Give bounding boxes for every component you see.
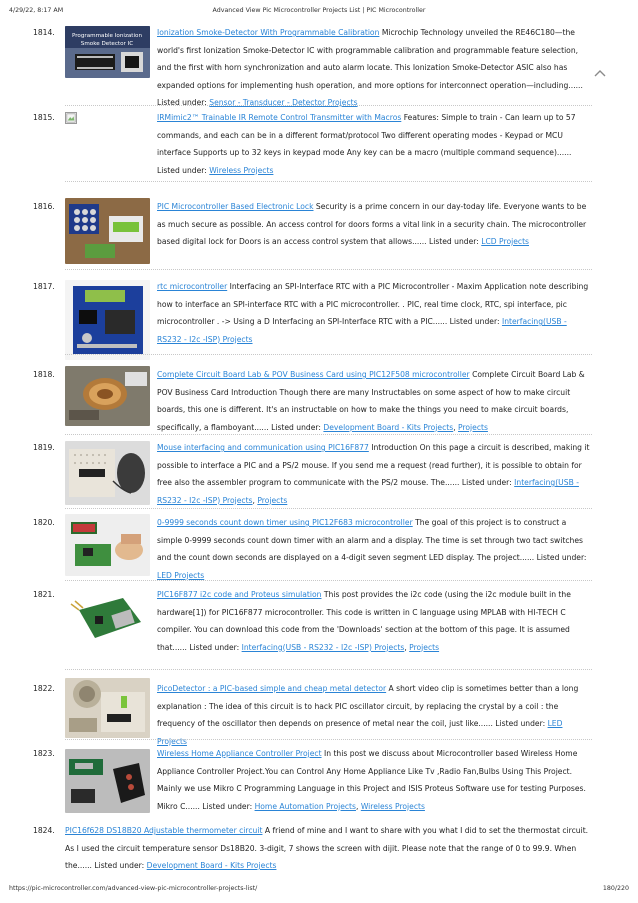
- project-description: Introduction On this page a circuit is described, making it possible to interface a PIC and a PS/2 mouse. If you send me a request (read further), it is possible to obtain for free also the assembler program to communicate with the PS/2 mouse. The......: [157, 443, 590, 487]
- project-description: In this post we discuss about Microcontroller based Wireless Home Appliance Controller Project.You can Control Any Home Appliance Like Tv ,Radio Fan,Bulbs Using This Project. Mainly we use Mikro C Programming Language in this Project and ISIS Proteus Software use for testing Purposes. Mikro C......: [157, 749, 586, 811]
- print-datetime: 4/29/22, 8:17 AM: [9, 7, 64, 14]
- project-thumbnail[interactable]: [65, 678, 150, 738]
- project-title-link[interactable]: Complete Circuit Board Lab & POV Business Card using PIC12F508 microcontroller: [157, 370, 470, 379]
- entry-number: 1815.: [33, 113, 55, 122]
- print-page-count: 180/220: [602, 885, 629, 892]
- entry-number: 1820.: [33, 518, 55, 527]
- project-description: Complete Circuit Board Lab & POV Business Card Introduction Though there are many Instructables on some aspect of how to make circuit boards, this one is different. It's an instructable on how to make the things you need to make circuit boards, specifically, a flamboyant......: [157, 370, 585, 432]
- entry-number: 1819.: [33, 443, 55, 452]
- project-title-link[interactable]: Wireless Home Appliance Controller Project: [157, 749, 322, 758]
- thumb-caption-1: Programmable Ionization: [71, 33, 143, 39]
- entry-text: [157, 278, 592, 348]
- project-title-link[interactable]: 0-9999 seconds count down timer using PIC12F683 microcontroller: [157, 518, 413, 527]
- entry-text: Mouse interfacing and communication using PIC16F877 Introduction On this page a circuit is described, making it possible to interface a PIC and a PS/2 mouse. If you send me a request (read further), it is possible to obtain for free also the assembler program to communicate with the PS/2 mouse. The...... Listed under: Interfacing(USB - RS232 - I2c -ISP) Projects, Projects: [157, 443, 590, 505]
- project-thumbnail[interactable]: [65, 26, 150, 78]
- entry-number: 1818.: [33, 370, 55, 379]
- project-description: A friend of mine and I want to share with you what I did to set the thermostat circuit. As I used the circuit temperature sensor Ds18B20. 3-digit, 7 shows the screen with dijit. Please note that the range of 0 to 99.9. When the......: [65, 826, 589, 870]
- project-title-link[interactable]: PIC Microcontroller Based Electronic Lock: [157, 202, 314, 211]
- category-link[interactable]: Development Board - Kits Projects: [146, 861, 277, 870]
- listed-under-label: Listed under:: [449, 317, 500, 326]
- category-link[interactable]: LED Projects: [157, 719, 563, 746]
- category-link[interactable]: Interfacing(USB - RS232 - I2c -ISP) Projects: [157, 317, 567, 344]
- project-thumbnail[interactable]: [65, 514, 150, 576]
- category-link[interactable]: LED Projects: [157, 570, 205, 580]
- entry-text: Wireless Home Appliance Controller Project In this post we discuss about Microcontroller based Wireless Home Appliance Controller Project.You can Control Any Home Appliance Like Tv ,Radio Fan,Bulbs Using This Project. Mainly we use Mikro C Programming Language in this Project and ISIS Proteus Software use for testing Purposes. Mikro C...... Listed under: Home Automation Projects, Wireless Projects: [157, 749, 586, 811]
- entry-divider: [65, 105, 592, 106]
- entry-text: PIC16F877 i2c code and Proteus simulation This post provides the i2c code (using the i2c module built in the hardware[1]) for PIC16F877 microcontroller. This code is written in C language using MPLAB with HI-TECH C compiler. You can download this code from the 'Downloads' section at the bottom of this page. It is assumed that...... Listed under: Interfacing(USB - RS232 - I2c -ISP) Projects, Projects: [157, 590, 571, 652]
- project-description: Security is a prime concern in our day-today life. Everyone wants to be as much secure as possible. An access control for doors forms a vital link in a security chain. The microcontroller based digital lock for Doors is an access control system that allows......: [157, 202, 587, 246]
- print-page-title: Advanced View Pic Microcontroller Projects List | PIC Microcontroller: [212, 7, 426, 14]
- project-description: The goal of this project is to construct a simple 0-9999 seconds count down timer with an alarm and a display. The time is set through two tact switches and the count down seconds are displayed on a 4-digit seven segment LED display. The project......: [157, 518, 583, 562]
- project-description: Features: Simple to train - Can learn up to 57 commands, and each can be in a different format/protocol Two different operating modes - Keypad or MCU interface Supports up to 32 keys in keypad mode Any key can be a macro (multiple command sequence)......: [157, 113, 576, 157]
- entry-text: [157, 109, 592, 179]
- listed-under-label: Listed under:: [461, 478, 512, 487]
- entry-divider: [65, 181, 592, 182]
- project-title-link[interactable]: PIC16F877 i2c code and Proteus simulation: [157, 590, 322, 599]
- entry-text: [157, 198, 592, 251]
- entry-text: [65, 822, 592, 875]
- project-title-link[interactable]: PIC16f628 DS18B20 Adjustable thermometer circuit: [65, 826, 263, 835]
- entry-number: 1817.: [33, 282, 55, 291]
- category-link[interactable]: Projects: [257, 495, 288, 505]
- listed-under-label: Listed under:: [495, 719, 546, 728]
- entry-text: [157, 24, 592, 112]
- project-title-link[interactable]: Ionization Smoke-Detector With Programmable Calibration: [157, 28, 380, 37]
- entry-text: [157, 514, 592, 584]
- listed-under-label: Listed under:: [94, 861, 145, 870]
- entry-number: 1822.: [33, 684, 55, 693]
- category-link[interactable]: Wireless Projects: [360, 801, 425, 811]
- listed-under-label: Listed under:: [157, 98, 207, 107]
- project-thumbnail[interactable]: [65, 366, 150, 426]
- print-header: [0, 7, 638, 19]
- project-description: Microchip Technology unveiled the RE46C180—the world's first Ionization Smoke-Detector IC with programmable calibration and programmable feature selection, and the first with horn synchronization and auto alarm locate. This Ionization Smoke-Detector ASIC also has expanded options for implementing hush operation, and more options for interconnect operation—including......: [157, 28, 583, 90]
- entry-divider: [65, 354, 592, 355]
- entry-divider: [65, 269, 592, 270]
- project-title-link[interactable]: IRMimic2™ Trainable IR Remote Control Transmitter with Macros: [157, 113, 402, 122]
- entry-divider: [65, 669, 592, 670]
- listed-under-label: Listed under:: [428, 237, 479, 246]
- project-description: A short video clip is sometimes better than a long explanation : The idea of this circuit is to hack PIC oscillator circuit, by replacing the crystal by a coil : the frequency of the oscillator then depends on presence of metal near the coil, just like......: [157, 684, 579, 728]
- entry-number: 1824.: [33, 826, 55, 835]
- category-link[interactable]: Projects: [409, 642, 440, 652]
- category-link[interactable]: Wireless Projects: [209, 165, 274, 175]
- listed-under-label: Listed under:: [271, 422, 321, 432]
- print-footer: [0, 885, 638, 897]
- category-link[interactable]: Projects: [458, 422, 488, 432]
- category-link[interactable]: Development Board - Kits Projects: [323, 422, 454, 432]
- listed-under-label: Listed under:: [157, 165, 207, 175]
- project-thumbnail[interactable]: [65, 441, 150, 505]
- print-page-url: https://pic-microcontroller.com/advanced-view-pic-microcontroller-projects-list/: [9, 885, 258, 892]
- category-link[interactable]: LCD Projects: [481, 237, 529, 246]
- entry-number: 1816.: [33, 202, 55, 211]
- thumb-caption-2: Smoke Detector IC: [80, 41, 134, 47]
- entry-divider: [65, 580, 592, 581]
- project-thumbnail[interactable]: [65, 592, 150, 648]
- entry-divider: [65, 739, 592, 740]
- listed-under-label: Listed under:: [189, 642, 240, 652]
- project-title-link[interactable]: PicoDetector : a PIC-based simple and cheap metal detector: [157, 684, 387, 693]
- category-link[interactable]: Home Automation Projects: [254, 801, 356, 811]
- category-link[interactable]: Sensor - Transducer - Detector Projects: [209, 98, 358, 107]
- project-thumbnail[interactable]: [65, 749, 150, 813]
- broken-image-icon: [65, 112, 77, 124]
- project-thumbnail[interactable]: [65, 280, 150, 360]
- listed-under-label: Listed under:: [536, 553, 587, 562]
- scroll-to-top-icon[interactable]: [594, 68, 606, 78]
- category-link[interactable]: Interfacing(USB - RS232 - I2c -ISP) Projects: [157, 478, 579, 505]
- entry-divider: [65, 508, 592, 509]
- entry-number: 1823.: [33, 749, 55, 758]
- category-link[interactable]: Interfacing(USB - RS232 - I2c -ISP) Projects: [241, 642, 405, 652]
- project-description: This post provides the i2c code (using the i2c module built in the hardware[1]) for PIC16F877 microcontroller. This code is written in C language using MPLAB with HI-TECH C compiler. You can download this code from the 'Downloads' section at the bottom of this page. It is assumed that......: [157, 590, 571, 652]
- project-title-link[interactable]: Mouse interfacing and communication using PIC16F877: [157, 443, 369, 452]
- entry-number: 1814.: [33, 28, 55, 37]
- listed-under-label: Listed under:: [202, 801, 253, 811]
- entry-divider: [65, 434, 592, 435]
- entry-number: 1821.: [33, 590, 55, 599]
- project-description: Interfacing an SPI-Interface RTC with a PIC Microcontroller - Maxim Application note describing how to interface an SPI-interface RTC with a PIC microcontroller. . PIC, real time clock, RTC, spi interface, pic microcontroller . -> Using a D Interfacing an SPI-Interface RTC with a PIC......: [157, 282, 589, 326]
- project-title-link[interactable]: rtc microcontroller: [157, 282, 228, 291]
- project-thumbnail[interactable]: [65, 198, 150, 264]
- entry-text: Complete Circuit Board Lab & POV Business Card using PIC12F508 microcontroller Complete Circuit Board Lab & POV Business Card Introduction Though there are many Instructables on some aspect of how to make circuit boards, this one is different. It's an instructable on how to make the things you need to make circuit boards, specifically, a flamboyant...... Listed under: Development Board - Kits Projects, Projects: [157, 370, 585, 432]
